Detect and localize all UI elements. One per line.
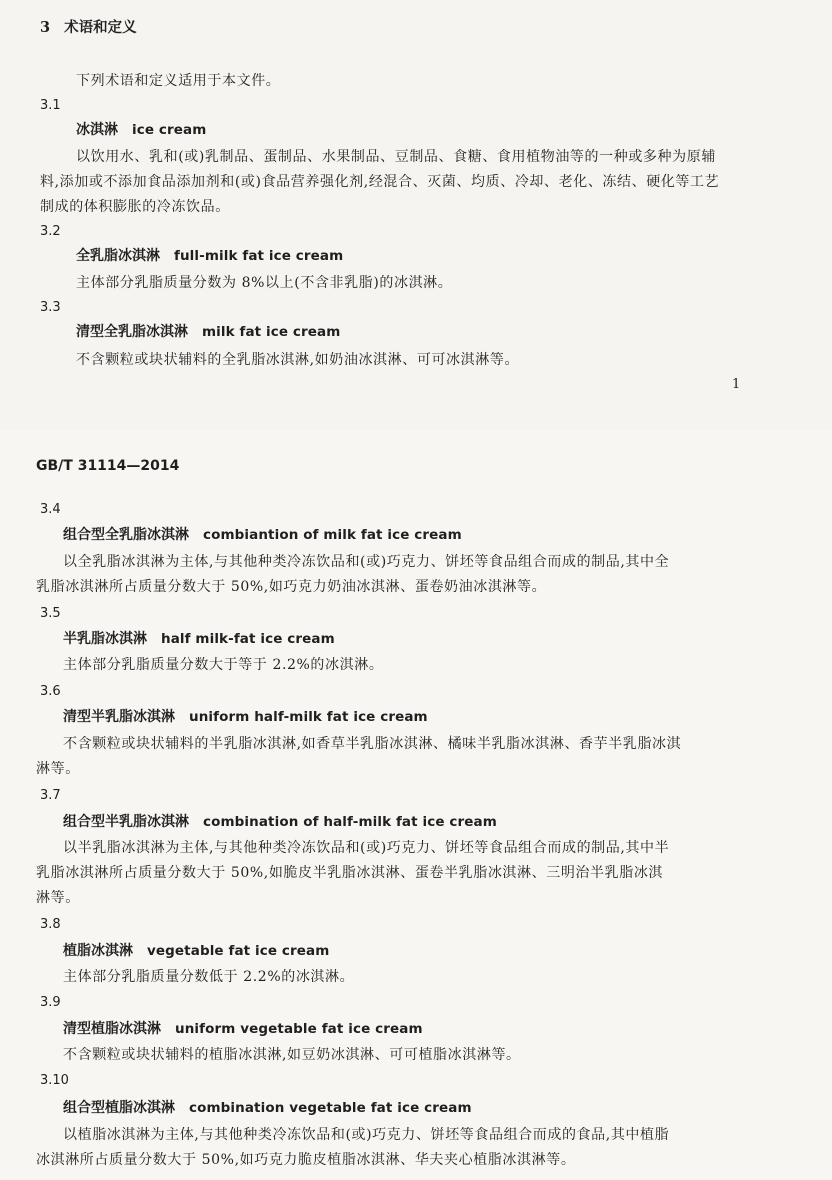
term-en: combiantion of milk fat ice cream: [203, 527, 462, 543]
definition-line: 以半乳脂冰淇淋为主体,与其他种类冷冻饮品和(或)巧克力、饼坯等食品组合而成的制品,其中半: [63, 840, 670, 856]
term-number: 3.5: [40, 606, 61, 621]
section-title: 术语和定义: [64, 19, 137, 36]
term-number: 3.7: [40, 788, 61, 803]
term-number: 3.3: [40, 300, 61, 315]
definition-line: 主体部分乳脂质量分数低于 2.2%的冰淇淋。: [63, 969, 355, 985]
term-zh: 清型全乳脂冰淇淋: [76, 324, 188, 340]
intro-text: 下列术语和定义适用于本文件。: [76, 73, 281, 89]
term-zh: 清型植脂冰淇淋: [63, 1021, 161, 1037]
standard-header: GB/T 31114—2014: [36, 458, 180, 474]
page-number: 1: [732, 377, 741, 392]
term-number: 3.1: [40, 98, 61, 113]
definition-line: 料,添加或不添加食品添加剂和(或)食品营养强化剂,经混合、灭菌、均质、冷却、老化、冻结、硬化等工艺: [40, 174, 720, 190]
term-en: uniform half-milk fat ice cream: [189, 709, 428, 725]
term-zh: 全乳脂冰淇淋: [76, 248, 160, 264]
term-heading: [63, 706, 428, 728]
term-number: 3.8: [40, 917, 61, 932]
term-en: ice cream: [132, 122, 207, 138]
term-en: combination vegetable fat ice cream: [189, 1100, 472, 1116]
term-heading: [63, 524, 462, 546]
term-number: 3.4: [40, 502, 61, 517]
definition-line: 乳脂冰淇淋所占质量分数大于 50%,如脆皮半乳脂冰淇淋、蛋卷半乳脂冰淇淋、三明治半乳脂冰淇: [36, 865, 664, 881]
definition-line: 以饮用水、乳和(或)乳制品、蛋制品、水果制品、豆制品、食糖、食用植物油等的一种或多种为原辅: [76, 149, 716, 165]
definition-line: 以植脂冰淇淋为主体,与其他种类冷冻饮品和(或)巧克力、饼坯等食品组合而成的食品,其中植脂: [63, 1127, 670, 1143]
term-number: 3.6: [40, 684, 61, 699]
definition-line: 制成的体积膨胀的冷冻饮品。: [40, 199, 230, 215]
term-zh: 组合型全乳脂冰淇淋: [63, 527, 189, 543]
term-en: uniform vegetable fat ice cream: [175, 1021, 423, 1037]
term-heading: [63, 1018, 423, 1040]
definition-line: 主体部分乳脂质量分数大于等于 2.2%的冰淇淋。: [63, 657, 384, 673]
definition-line: 冰淇淋所占质量分数大于 50%,如巧克力脆皮植脂冰淇淋、华夫夹心植脂冰淇淋等。: [36, 1152, 576, 1168]
term-heading: [63, 940, 329, 962]
definition-line: 乳脂冰淇淋所占质量分数大于 50%,如巧克力奶油冰淇淋、蛋卷奶油冰淇淋等。: [36, 579, 547, 595]
section-heading: [40, 17, 137, 39]
definition-line: 淋等。: [36, 761, 80, 777]
definition-line: 不含颗粒或块状辅料的半乳脂冰淇淋,如香草半乳脂冰淇淋、橘味半乳脂冰淇淋、香芋半乳脂冰淇: [63, 736, 682, 752]
term-en: half milk-fat ice cream: [161, 631, 335, 647]
definition-line: 以全乳脂冰淇淋为主体,与其他种类冷冻饮品和(或)巧克力、饼坯等食品组合而成的制品,其中全: [63, 554, 670, 570]
term-heading: [76, 321, 340, 343]
definition-line: 不含颗粒或块状辅料的全乳脂冰淇淋,如奶油冰淇淋、可可冰淇淋等。: [76, 352, 520, 368]
term-heading: [63, 811, 497, 833]
term-number: 3.2: [40, 224, 61, 239]
term-heading: [76, 119, 206, 141]
term-zh: 半乳脂冰淇淋: [63, 631, 147, 647]
term-zh: 清型半乳脂冰淇淋: [63, 709, 175, 725]
term-zh: 植脂冰淇淋: [63, 943, 133, 959]
term-en: combination of half-milk fat ice cream: [203, 814, 497, 830]
definition-line: 主体部分乳脂质量分数为 8%以上(不含非乳脂)的冰淇淋。: [76, 275, 453, 291]
term-zh: 冰淇淋: [76, 122, 118, 138]
term-number: 3.10: [40, 1073, 69, 1088]
term-number: 3.9: [40, 995, 61, 1010]
term-heading: [76, 245, 343, 267]
term-heading: [63, 1097, 472, 1119]
term-zh: 组合型半乳脂冰淇淋: [63, 814, 189, 830]
term-en: vegetable fat ice cream: [147, 943, 330, 959]
section-number: 3: [40, 19, 51, 36]
definition-line: 不含颗粒或块状辅料的植脂冰淇淋,如豆奶冰淇淋、可可植脂冰淇淋等。: [63, 1047, 521, 1063]
term-en: milk fat ice cream: [202, 324, 341, 340]
term-zh: 组合型植脂冰淇淋: [63, 1100, 175, 1116]
term-en: full-milk fat ice cream: [174, 248, 344, 264]
term-heading: [63, 628, 335, 650]
definition-line: 淋等。: [36, 890, 80, 906]
